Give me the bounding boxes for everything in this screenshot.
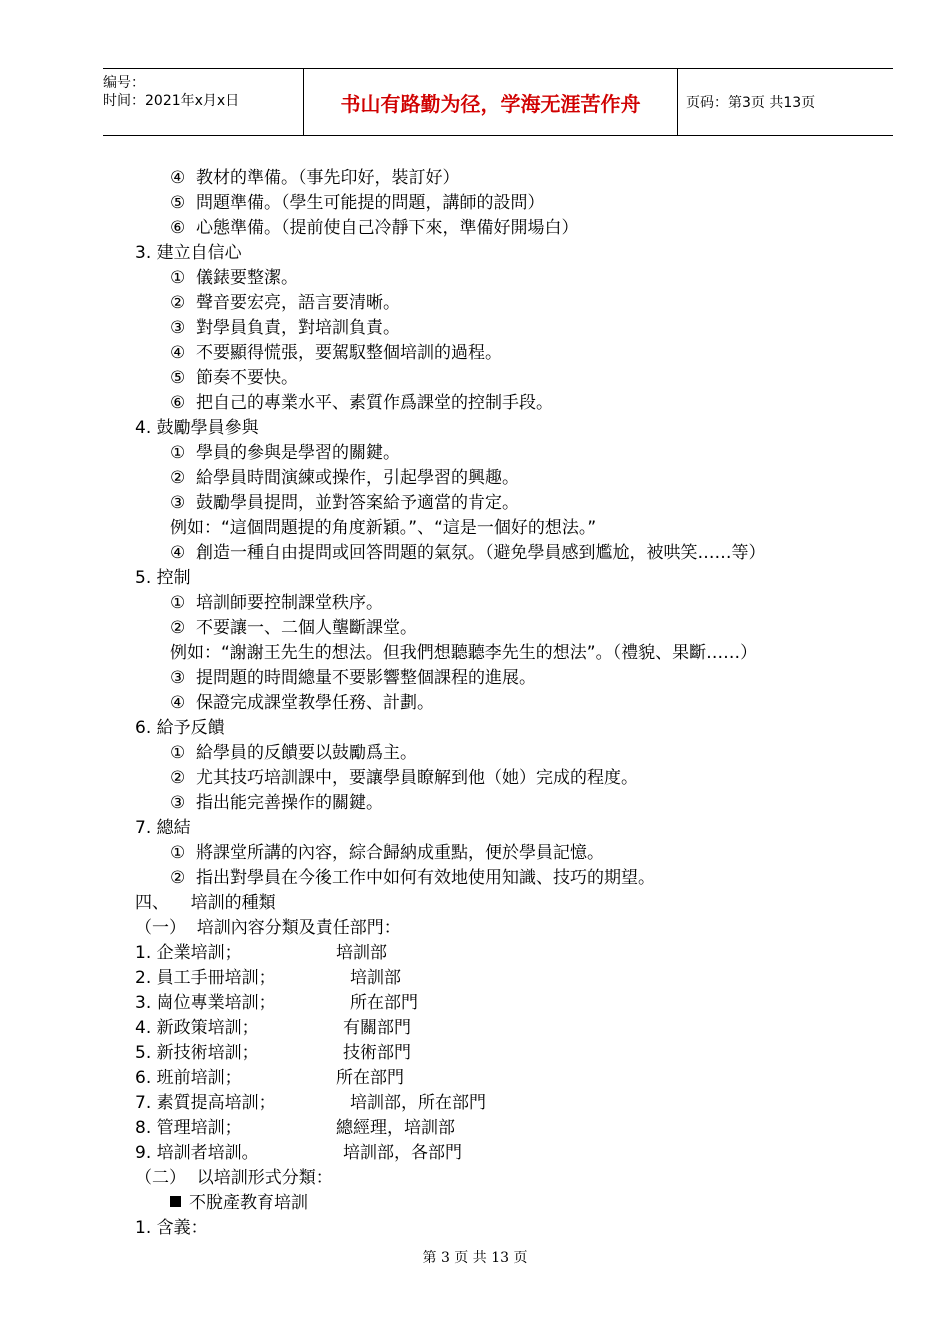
list-item: ① 將課堂所講的內容，綜合歸納成重點，便於學員記憶。 (170, 843, 605, 863)
list-item: ③ 提問題的時間總量不要影響整個課程的進展。 (170, 668, 537, 688)
list-item: ① 給學員的反饋要以鼓勵爲主。 (170, 743, 418, 763)
list-item: ③ 指出能完善操作的關鍵。 (170, 793, 384, 813)
code-label: 编号： (103, 75, 145, 91)
table-row-item: 9. 培訓者培訓。 (135, 1143, 259, 1163)
list-item: ④ 保證完成課堂教學任務、計劃。 (170, 693, 435, 713)
table-row-dept: 有關部門 (343, 1018, 411, 1038)
square-bullet-icon (170, 1196, 181, 1207)
table-row-dept: 培訓部，所在部門 (350, 1093, 486, 1113)
table-row-dept: 技術部門 (343, 1043, 411, 1063)
bullet-label: 不脫產教育培訓 (189, 1193, 308, 1213)
list-item: ② 不要讓一、二個人壟斷課堂。 (170, 618, 418, 638)
table-row-item: 5. 新技術培訓； (135, 1043, 259, 1063)
table-row-dept: 培訓部 (336, 943, 387, 963)
section-heading: 5. 控制 (135, 568, 191, 588)
list-item: ② 尤其技巧培訓課中，要讓學員瞭解到他（她）完成的程度。 (170, 768, 639, 788)
section-heading: 1. 含義： (135, 1218, 208, 1238)
section-heading: 7. 總結 (135, 818, 191, 838)
list-item: ③ 鼓勵學員提問，並對答案給予適當的肯定。 (170, 493, 520, 513)
list-item: ④ 教材的準備。（事先印好，裝訂好） (170, 168, 460, 188)
list-item: ① 學員的參與是學習的關鍵。 (170, 443, 401, 463)
table-row-item: 4. 新政策培訓； (135, 1018, 259, 1038)
list-item: ② 指出對學員在今後工作中如何有效地使用知識、技巧的期望。 (170, 868, 656, 888)
list-item: ⑤ 問題準備。（學生可能提的問題，講師的設問） (170, 193, 545, 213)
table-row-item: 8. 管理培訓； (135, 1118, 242, 1138)
section-heading: 4. 鼓勵學員參與 (135, 418, 259, 438)
bullet-item (170, 1191, 308, 1216)
chapter-heading: 四、 培訓的種類 (135, 893, 276, 913)
table-row-item: 2. 員工手冊培訓； (135, 968, 276, 988)
page-footer: 第 3 页 共 13 页 (422, 1250, 528, 1266)
table-row-dept: 總經理，培訓部 (336, 1118, 455, 1138)
time-label: 时间：2021年x月x日 (103, 93, 240, 109)
table-row-item: 1. 企業培訓； (135, 943, 242, 963)
list-item: ④ 創造一種自由提問或回答問題的氣氛。（避免學員感到尷尬，被哄笑……等） (170, 543, 766, 563)
example-text: 例如：“這個問題提的角度新穎。”、“這是一個好的想法。” (170, 518, 597, 538)
list-item: ③ 對學員負責，對培訓負責。 (170, 318, 401, 338)
header-page-info: 页码：第3页 共13页 (686, 95, 816, 111)
table-row-dept: 所在部門 (336, 1068, 404, 1088)
page-header (103, 68, 893, 136)
example-text: 例如：“謝謝王先生的想法。但我們想聽聽李先生的想法”。（禮貌、果斷……） (170, 643, 758, 663)
list-item: ② 聲音要宏亮，語言要清晰。 (170, 293, 401, 313)
subsection-heading: （二） 以培訓形式分類： (135, 1168, 333, 1188)
table-row-item: 6. 班前培訓； (135, 1068, 242, 1088)
table-row-item: 3. 崗位專業培訓； (135, 993, 276, 1013)
subsection-heading: （一） 培訓內容分類及責任部門： (135, 918, 401, 938)
table-row-dept: 所在部門 (350, 993, 418, 1013)
list-item: ⑥ 心態準備。（提前使自己冷靜下來，準備好開場白） (170, 218, 579, 238)
table-row-dept: 培訓部，各部門 (343, 1143, 462, 1163)
table-row-item: 7. 素質提高培訓； (135, 1093, 276, 1113)
list-item: ⑥ 把自己的專業水平、素質作爲課堂的控制手段。 (170, 393, 554, 413)
list-item: ① 儀錶要整潔。 (170, 268, 299, 288)
list-item: ② 給學員時間演練或操作，引起學習的興趣。 (170, 468, 520, 488)
section-heading: 6. 給予反饋 (135, 718, 225, 738)
section-heading: 3. 建立自信心 (135, 243, 242, 263)
list-item: ④ 不要顯得慌張，要駕馭整個培訓的過程。 (170, 343, 503, 363)
table-row-dept: 培訓部 (350, 968, 401, 988)
header-motto: 书山有路勤为径，学海无涯苦作舟 (303, 69, 678, 135)
list-item: ① 培訓師要控制課堂秩序。 (170, 593, 384, 613)
header-meta (103, 69, 303, 135)
list-item: ⑤ 節奏不要快。 (170, 368, 299, 388)
